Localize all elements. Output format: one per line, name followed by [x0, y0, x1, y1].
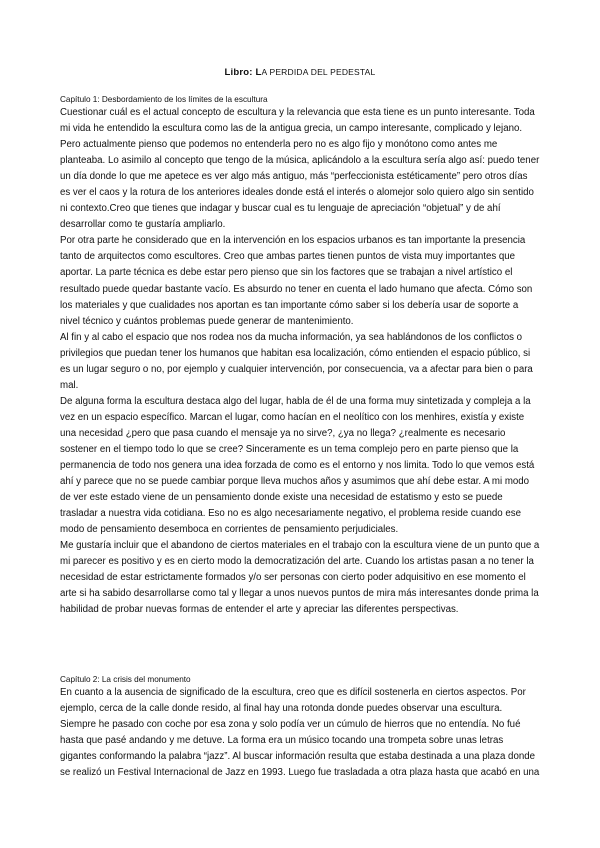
paragraph: En cuanto a la ausencia de significado de la escultura, creo que es difícil sostenerla en ciertos aspectos. Por ejemplo, cerca de la calle donde resido, al final hay una rotonda donde puedes observar una escultura. Siempre he pasado con coche por esa zona y solo podía ver un cúmulo de hierros que no entendía. No fué hasta que pasé andando y me detuve. La forma era un músico tocando una trompeta sobre unas letras gigantes conformando la palabra “jazz”. Al buscar información resulta que estaba destinada a una plaza donde se realizó un Festival Internacional de Jazz en 1993. Luego fue trasladada a otra plaza hasta que acabó en una: [60, 687, 540, 779]
chapter-1-body: [60, 105, 540, 619]
chapter-2-heading: Capítulo 2: La crisis del monumento: [60, 675, 191, 684]
title-prefix: Libro:: [224, 67, 253, 78]
chapter-2-body: [60, 685, 540, 781]
document-title: [0, 67, 600, 78]
chapter-1-heading: Capítulo 1: Desbordamiento de los límites de la escultura: [60, 95, 268, 104]
title-rest: A PERDIDA DEL PEDESTAL: [261, 67, 376, 77]
paragraph: Me gustaría incluir que el abandono de ciertos materiales en el trabajo con la escultura viene de un punto que a mi parecer es positivo y es en cierto modo la democratización del arte. Cuando los artistas pasan a no tener la necesidad de estar estrictamente formados y/o ser personas con cierto poder adquisitivo en ese momento el arte si ha sabido desarrollarse como tal y llegar a unos nuevos puntos de mira más interesantes donde prima la habilidad de probar nuevas formas de entender el arte y apreciar las diferentes perspectivas.: [60, 540, 540, 616]
paragraph: Al fin y al cabo el espacio que nos rodea nos da mucha información, ya sea hablándonos de los conflictos o privilegios que puedan tener los humanos que habitan esa localización, cómo entienden el espacio público, si es un lugar seguro o no, por ejemplo y cualquier intervención, por consecuencia, va a afectar para bien o para mal.: [60, 331, 533, 391]
paragraph: De alguna forma la escultura destaca algo del lugar, habla de él de una forma muy sintetizada y compleja a la vez en un espacio específico. Marcan el lugar, como hacían en el neolítico con los menhires, existía y existe una necesidad ¿pero que pasa cuando el mensaje ya no sirve?, ¿ya no llega? ¿realmente es necesario sostener en el tiempo todo lo que se cree? Sinceramente es un tema complejo pero en parte pienso que la permanencia de todo nos genera una idea forzada de como es el entorno y nos limita. Todo lo que vemos está ahí y parece que no se puede cambiar porque lleva muchos años y asumimos que ahí debe estar. A mi modo de ver este estado viene de un pensamiento donde existe una necesidad de estatismo y esto se puede trasladar a nuestra vida cotidiana. Eso no es algo necesariamente negativo, el problema reside cuando ese modo de pensamiento desemboca en corrientes de pensamiento perjudiciales.: [60, 395, 535, 536]
paragraph: Por otra parte he considerado que en la intervención en los espacios urbanos es tan importante la presencia tanto de arquitectos como escultores. Creo que ambas partes tienen puntos de vista muy importantes que aportar. La parte técnica es debe estar pero pienso que sin los factores que se trabajan a nivel artístico el resultado puede quedar bastante vacío. Es absurdo no tener en cuenta el lado humano que afecta. Cómo son los materiales y que cualidades nos aportan es tan importante cómo saber si los debería usar de soporte a nivel técnico y cuántos problemas puede generar de mantenimiento.: [60, 235, 533, 327]
title-initial: L: [255, 67, 262, 78]
paragraph: Cuestionar cuál es el actual concepto de escultura y la relevancia que esta tiene es un punto interesante. Toda mi vida he entendido la escultura como las de la antigua grecia, un campo interesante, complicado y lejano. Pero actualmente pienso que podemos no entenderla pero no es algo fijo y monótono como antes me planteaba. Lo asimilo al concepto que tengo de la música, aplicándolo a la escultura sería algo así: puedo tener un día donde lo que me apetece es ver algo más antiguo, más “perfeccionista estéticamente” pero otros días es ver el caos y la rotura de los anteriores ideales donde está el interés o alomejor solo quiero algo sin sentido ni contexto.Creo que tienes que indagar y buscar cual es tu lenguaje de apreciación “objetual” y de ahí desarrollar como te gustaría ampliarlo.: [60, 107, 540, 231]
